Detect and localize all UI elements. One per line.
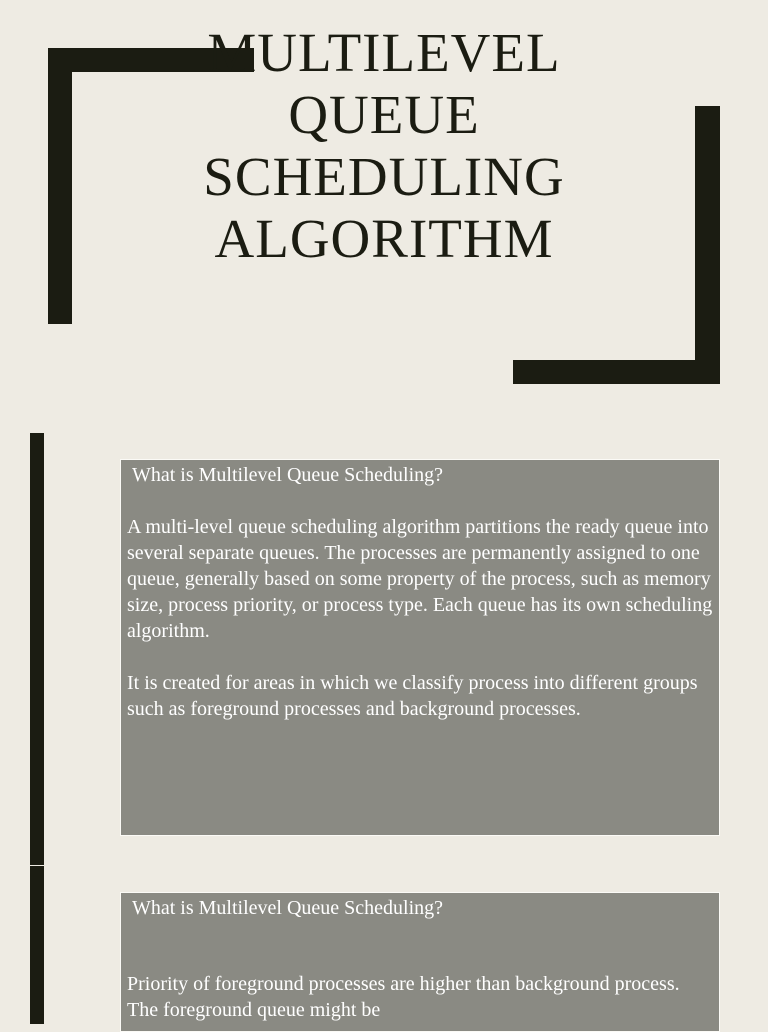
slide3-side-rule (30, 866, 44, 1024)
slide2-heading: What is Multilevel Queue Scheduling? (132, 464, 444, 486)
slide3-paragraph-1: Priority of foreground processes are higher than background process. The foreground queue might be (127, 973, 680, 1021)
paragraph-gap (127, 921, 713, 971)
slide2-paragraph-2: It is created for areas in which we classify process into different groups such as foreground processes and background processes. (127, 672, 698, 720)
bracket-top-left-vertical (48, 48, 72, 324)
title-line-4: ALGORITHM (214, 208, 554, 269)
paragraph-gap (127, 488, 713, 514)
slide2-paragraph-1: A multi-level queue scheduling algorithm partitions the ready queue into several separate queues. The processes are permanently assigned to one queue, generally based on some property of the process, such as memory size, process priority, or process type. Each queue has its own scheduling algorithm. (127, 516, 713, 642)
bracket-bottom-right-vertical (695, 106, 720, 384)
title-slide (0, 0, 768, 400)
paragraph-gap (127, 644, 713, 670)
slide3-content-box (120, 892, 720, 1032)
slide3-heading: What is Multilevel Queue Scheduling? (132, 897, 444, 919)
title-line-2: QUEUE (288, 84, 480, 145)
bracket-bottom-right-horizontal (513, 360, 720, 384)
title-line-1: MULTILEVEL (207, 22, 561, 83)
slide2-content-box (120, 459, 720, 836)
title-line-3: SCHEDULING (203, 146, 565, 207)
slide-title (100, 22, 668, 270)
slide2-side-rule (30, 433, 44, 865)
